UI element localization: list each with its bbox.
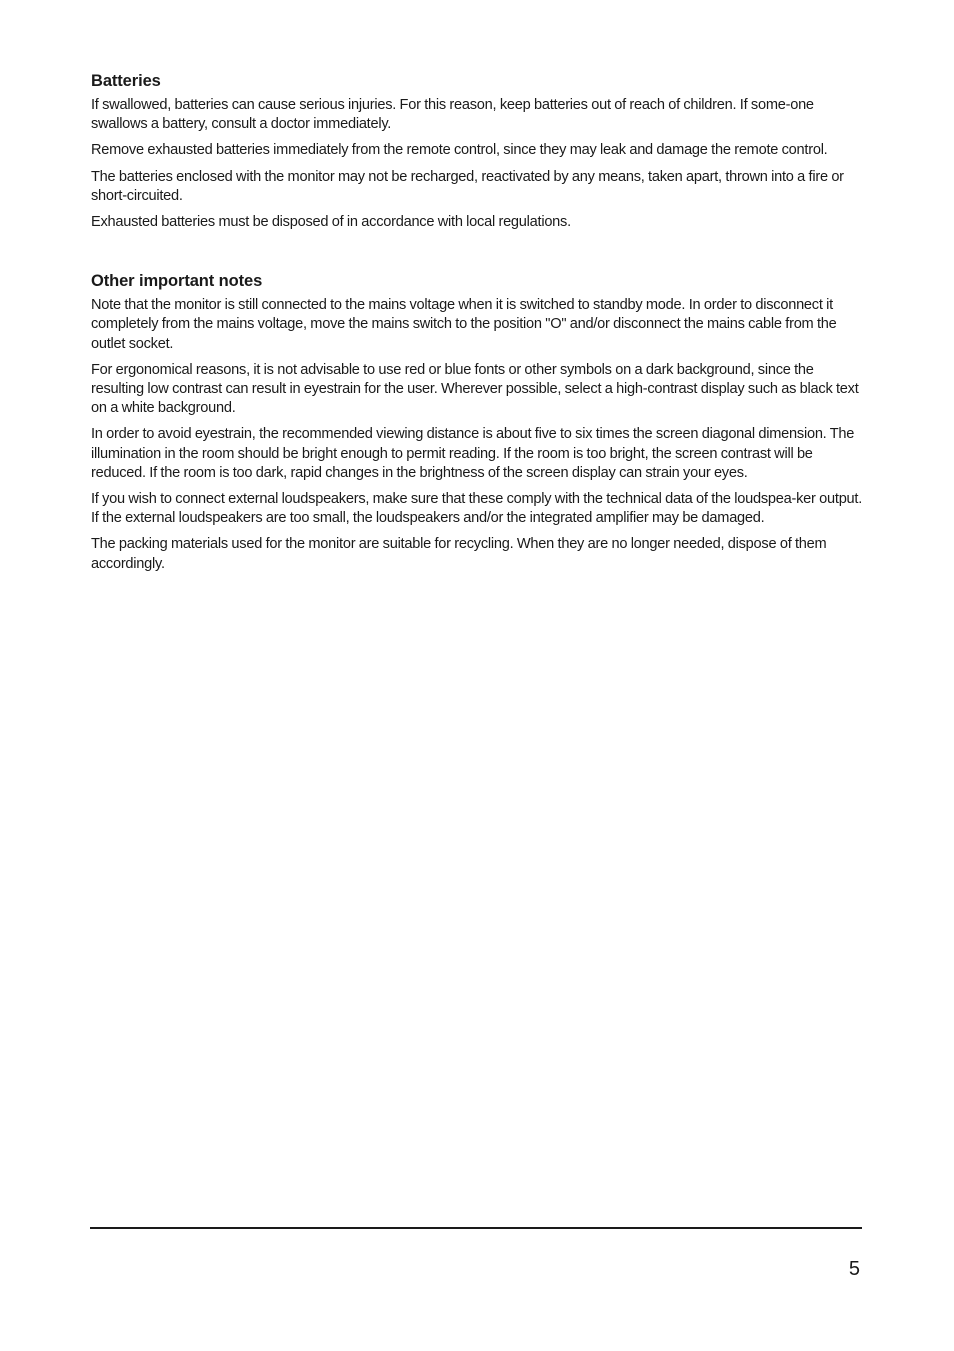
document-body [91, 70, 863, 581]
paragraph: The packing materials used for the monitor are suitable for recycling. When they are no longer needed, dispose of them accordingly. [91, 536, 827, 572]
footer-divider [90, 1227, 862, 1229]
section-heading: Other important notes [91, 272, 263, 291]
paragraph: For ergonomical reasons, it is not advisable to use red or blue fonts or other symbols on a dark background, since the resulting low contrast can result in eyestrain for the user. Wherever possible, select a high-contrast display such as black text on a white background. [91, 361, 859, 417]
paragraph: Exhausted batteries must be disposed of in accordance with local regulations. [91, 214, 571, 231]
paragraph: If you wish to connect external loudspeakers, make sure that these comply with the technical data of the loudspea-ker output. If the external loudspeakers are too small, the loudspeakers and/or the integrated amplifier may be damaged. [91, 491, 863, 527]
paragraph: Remove exhausted batteries immediately from the remote control, since they may leak and damage the remote control. [91, 142, 828, 159]
section-other-important-notes [91, 270, 863, 574]
paragraph: In order to avoid eyestrain, the recommended viewing distance is about five to six times the screen diagonal dimension. The illumination in the room should be bright enough to permit reading. If the room is too bright, the screen contrast will be reduced. If the room is too dark, rapid changes in the brightness of the screen display can strain your eyes. [91, 426, 855, 481]
paragraph: The batteries enclosed with the monitor may not be recharged, reactivated by any means, taken apart, thrown into a fire or short-circuited. [91, 168, 844, 204]
section-heading: Batteries [91, 72, 161, 90]
paragraph: If swallowed, batteries can cause serious injuries. For this reason, keep batteries out of reach of children. If some-one swallows a battery, consult a doctor immediately. [91, 97, 814, 133]
paragraph: Note that the monitor is still connected to the mains voltage when it is switched to standby mode. In order to disconnect it completely from the mains voltage, move the mains switch to the position "O" and/or disconnect the mains cable from the outlet socket. [91, 297, 837, 352]
section-batteries [91, 70, 863, 232]
page-number: 5 [848, 1258, 860, 1280]
